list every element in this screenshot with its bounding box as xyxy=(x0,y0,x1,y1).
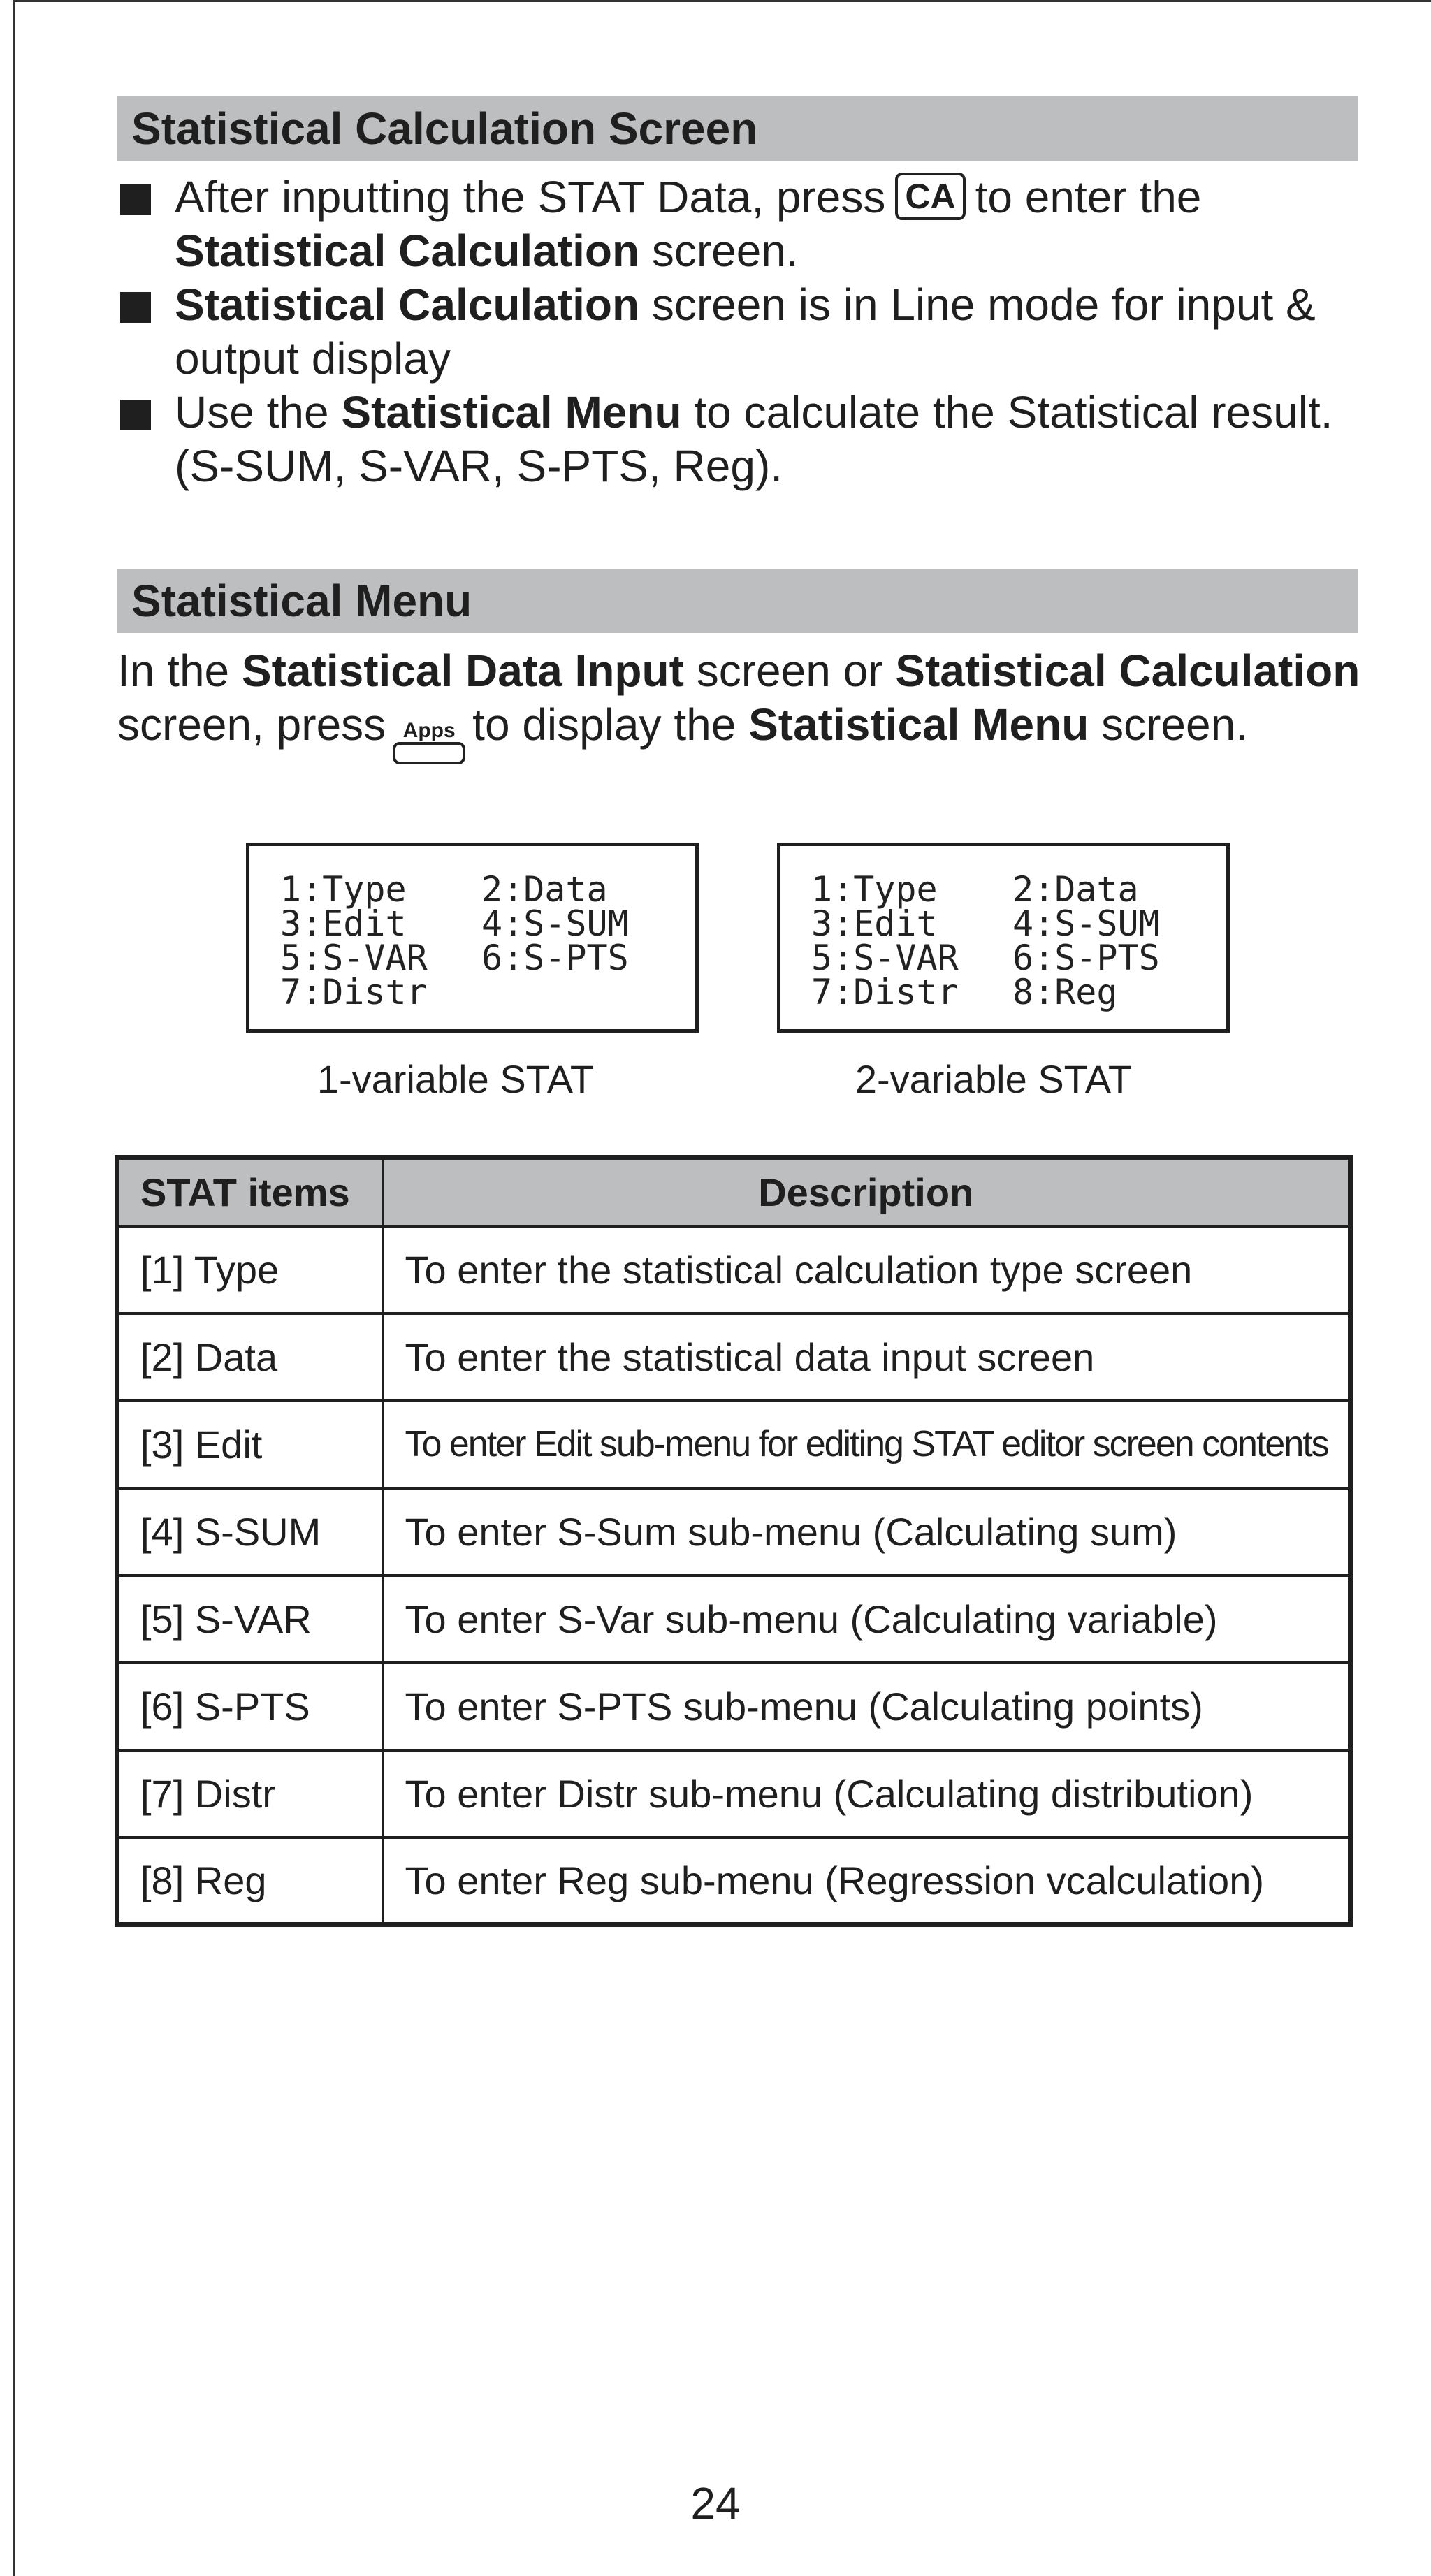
intro-paragraph xyxy=(117,644,1368,764)
bullet-text: screen is in Line mode for input & output display xyxy=(175,279,1316,384)
square-bullet-icon xyxy=(120,292,151,323)
apps-key-label: Apps xyxy=(402,719,456,742)
lcd-menu-item: 5:S-VAR xyxy=(280,938,428,978)
header-description: Description xyxy=(383,1158,1351,1226)
lcd-menu-item: 2:Data xyxy=(1012,869,1139,910)
bullet-bold-text: Statistical Calculation xyxy=(175,279,640,330)
lcd-screen-1-variable xyxy=(246,843,699,1033)
stat-item-cell: [7] Distr xyxy=(117,1750,383,1838)
description-cell: To enter the statistical calculation type screen xyxy=(383,1226,1351,1314)
description-cell: To enter S-Sum sub-menu (Calculating sum) xyxy=(383,1488,1351,1576)
table-row xyxy=(117,1750,1351,1838)
bullet-list xyxy=(117,170,1375,493)
lcd-menu-item: 6:S-PTS xyxy=(481,938,629,978)
bullet-item-1 xyxy=(117,170,1375,278)
bullet-text: Use the xyxy=(175,387,342,437)
table-row xyxy=(117,1401,1351,1488)
stat-item-cell: [3] Edit xyxy=(117,1401,383,1488)
table-row xyxy=(117,1838,1351,1925)
description-cell: To enter S-PTS sub-menu (Calculating points) xyxy=(383,1663,1351,1750)
description-cell: To enter Reg sub-menu (Regression vcalculation) xyxy=(383,1838,1351,1925)
bullet-text: After inputting the STAT Data, press xyxy=(175,172,886,222)
lcd-menu-item xyxy=(481,975,677,1009)
lcd-screen-2-variable xyxy=(777,843,1230,1033)
intro-bold-text: Statistical Menu xyxy=(748,699,1089,750)
table-row xyxy=(117,1226,1351,1314)
lcd-caption-2-variable: 2-variable STAT xyxy=(855,1057,1133,1101)
section-heading-statistical-calculation-screen: Statistical Calculation Screen xyxy=(117,96,1358,161)
lcd-menu-item: 8:Reg xyxy=(1012,972,1118,1012)
square-bullet-icon xyxy=(120,400,151,430)
description-cell: To enter S-Var sub-menu (Calculating variable) xyxy=(383,1576,1351,1663)
ca-key-icon: CA xyxy=(895,173,965,220)
lcd-menu-item: 3:Edit xyxy=(280,903,407,944)
lcd-menu-item: 7:Distr xyxy=(280,972,428,1012)
table-row xyxy=(117,1314,1351,1401)
stat-item-cell: [2] Data xyxy=(117,1314,383,1401)
stat-items-table xyxy=(115,1155,1353,1927)
lcd-menu-item: 7:Distr xyxy=(811,972,959,1012)
intro-bold-text: Statistical Calculation xyxy=(895,646,1360,696)
stat-item-cell: [5] S-VAR xyxy=(117,1576,383,1663)
table-row xyxy=(117,1576,1351,1663)
section-heading-statistical-menu: Statistical Menu xyxy=(117,569,1358,633)
description-cell: To enter Edit sub-menu for editing STAT editor screen contents xyxy=(383,1401,1351,1488)
intro-text: to display the xyxy=(472,699,749,750)
stat-item-cell: [8] Reg xyxy=(117,1838,383,1925)
intro-bold-text: Statistical Data Input xyxy=(241,646,684,696)
intro-text: screen. xyxy=(1089,699,1248,750)
table-row xyxy=(117,1663,1351,1750)
lcd-menu-item: 5:S-VAR xyxy=(811,938,959,978)
bullet-text: to enter the xyxy=(975,172,1202,222)
lcd-menu-item: 3:Edit xyxy=(811,903,938,944)
square-bullet-icon xyxy=(120,184,151,215)
bullet-item-3 xyxy=(117,386,1375,493)
apps-key-icon xyxy=(393,720,465,764)
top-border-rule xyxy=(14,0,1431,2)
lcd-menu-item: 1:Type xyxy=(811,869,938,910)
lcd-menu-item: 4:S-SUM xyxy=(481,903,629,944)
lcd-menu-item: 2:Data xyxy=(481,869,608,910)
page-number: 24 xyxy=(690,2478,741,2528)
lcd-caption-1-variable: 1-variable STAT xyxy=(317,1057,595,1101)
stat-item-cell: [1] Type xyxy=(117,1226,383,1314)
stat-item-cell: [6] S-PTS xyxy=(117,1663,383,1750)
bullet-item-2 xyxy=(117,278,1375,386)
bullet-text: to calculate the Statistical result. (S-SUM, S-VAR, S-PTS, Reg). xyxy=(175,387,1333,491)
stat-item-cell: [4] S-SUM xyxy=(117,1488,383,1576)
description-cell: To enter the statistical data input screen xyxy=(383,1314,1351,1401)
intro-text: In the xyxy=(117,646,242,696)
description-cell: To enter Distr sub-menu (Calculating distribution) xyxy=(383,1750,1351,1838)
lcd-menu-item: 1:Type xyxy=(280,869,407,910)
left-border-rule xyxy=(13,0,15,2576)
bullet-bold-text: Statistical Menu xyxy=(341,387,682,437)
intro-text: screen or xyxy=(683,646,896,696)
intro-text: screen, press xyxy=(117,699,386,750)
lcd-menu-item: 4:S-SUM xyxy=(1012,903,1160,944)
lcd-menu-item: 6:S-PTS xyxy=(1012,938,1160,978)
table-row xyxy=(117,1488,1351,1576)
header-stat-items: STAT items xyxy=(117,1158,383,1226)
table-header-row xyxy=(117,1158,1351,1226)
bullet-text: screen. xyxy=(639,226,799,276)
bullet-bold-text: Statistical Calculation xyxy=(175,226,640,276)
